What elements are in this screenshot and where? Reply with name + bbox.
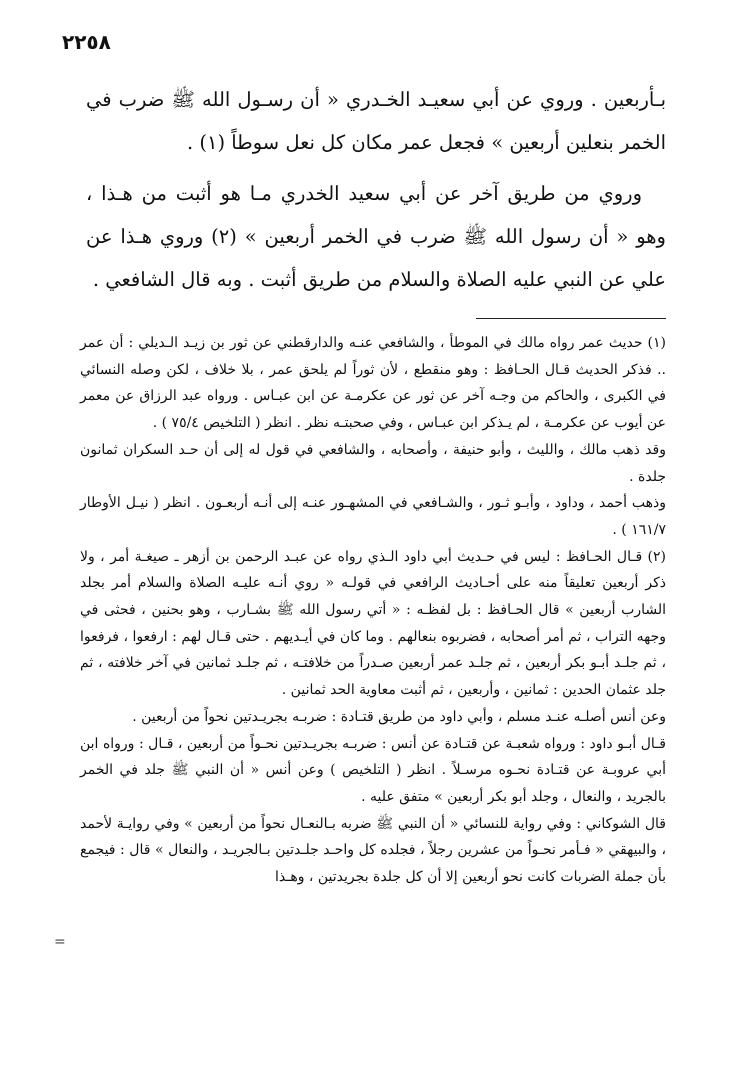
page-number: ٢٢٥٨ bbox=[62, 30, 111, 54]
margin-mark: = bbox=[54, 934, 66, 950]
footnote-1: (١) حديث عمر رواه مالك في الموطأ ، والشافعي عنـه والدارقطني عن ثور بن زيـد الـديلي : أن عمر .. فذكر الحديث قـال الحـافظ : وهو منقطع ، لأن ثوراً لم يلحق عمر ، بلا خلاف ، لكن وصله النسائي في الكبرى ، والحاكم من وجـه آخر عن ثور عن عكرمـة عن ابن عبـاس . ورواه عبد الرزاق عن معمر عن أيوب عن عكرمـة ، لم يـذكر ابن عبـاس ، وفي صحبتـه نظر . انظر ( التلخيص ٧٥/٤ ) . bbox=[80, 335, 666, 432]
footnote-2-cont-3: قال الشوكاني : وفي رواية للنسائي « أن النبي ﷺ ضربه بـالنعـال نحواً من أربعين » وفي روايـة لأحمد ، والبيهقي « فـأمر نحـواً من عشرين رجلاً ، فجلده كل واحـد جلـدتين بـالجريـد ، والنعال » قال : فيجمع بأن جملة الضربات كانت نحو أربعين إلا أن كل جلدة بجريدتين ، وهـذا bbox=[80, 815, 666, 886]
footnote-2-cont-1: وعن أنس أصلـه عنـد مسلم ، وأبي داود من طريق قتـادة : ضربـه بجريـدتين نحواً من أربعين . bbox=[132, 708, 666, 725]
footnote-1-cont-1: وقد ذهب مالك ، والليث ، وأبو حنيفة ، وأصحابه ، والشافعي في قول له إلى أن حـد السكران ثمانون جلدة . bbox=[80, 441, 666, 485]
footnotes bbox=[80, 330, 666, 891]
main-paragraph-2: وروي من طريق آخر عن أبي سعيد الخدري مـا هو أثبت من هـذا ، وهو « أن رسول الله ﷺ ضرب في الخمر أربعين » (٢) وروي هـذا عن علي عن النبي عليه الصلاة والسلام من طريق أثبت . وبه قال الشافعي . bbox=[86, 182, 666, 291]
footnote-1-cont-2: وذهب أحمد ، وداود ، وأبـو ثـور ، والشـافعي في المشهـور عنـه إلى أنـه أربعـون . انظر ( نيـل الأوطار ١٦١/٧ ) . bbox=[80, 495, 666, 538]
footnote-2: (٢) قـال الحـافظ : ليس في حـديث أبي داود الـذي رواه عن عبـد الرحمن بن أزهر ـ صيغـة أمر ، ولا ذكر أربعين تعليقاً منه على أحـاديث الرافعي في قولـه « روي أنـه عليـه الصلاة والسلام أمر بجلد الشارب أربعين » قال الحـافظ : بل لفظـه : « أتي رسول الله ﷺ بشـارب ، وهو بحنين ، فحثى في وجهه التراب ، ثم أمر أصحابه ، فضربوه بنعالهم . وما كان في أيـديهم . حتى قـال لهم : ارفعوا ، فرفعوا ، ثم جلـد أبـو بكر أربعين ، ثم جلـد عمر أربعين صـدراً من خلافتـه ، ثم جلـد ثمانين في آخر خلافته ، ثم جلد عثمان الحدين : ثمانين ، وأربعين ، ثم أثبت معاوية الحد ثمانين . bbox=[80, 548, 666, 699]
footnote-separator bbox=[476, 318, 666, 319]
footnote-2-cont-2: قـال أبـو داود : ورواه شعبـة عن قتـادة عن أنس : ضربـه بجريـدتين نحـواً من أربعين ، قـال : ورواه ابن أبي عروبـة عن قتـادة نحـوه مرسـلاً . انظر ( التلخيص ) وعن أنس « أن النبي ﷺ جلد في الخمر بالجريد ، والنعال ، وجلد أبو بكر أربعين » متفق عليه . bbox=[80, 735, 666, 805]
main-text bbox=[86, 78, 666, 301]
main-paragraph-1: بـأربعين . وروي عن أبي سعيـد الخـدري « أن رسـول الله ﷺ ضرب في الخمر بنعلين أربعين » فجعل عمر مكان كل نعل سوطاً (١) . bbox=[86, 88, 666, 154]
